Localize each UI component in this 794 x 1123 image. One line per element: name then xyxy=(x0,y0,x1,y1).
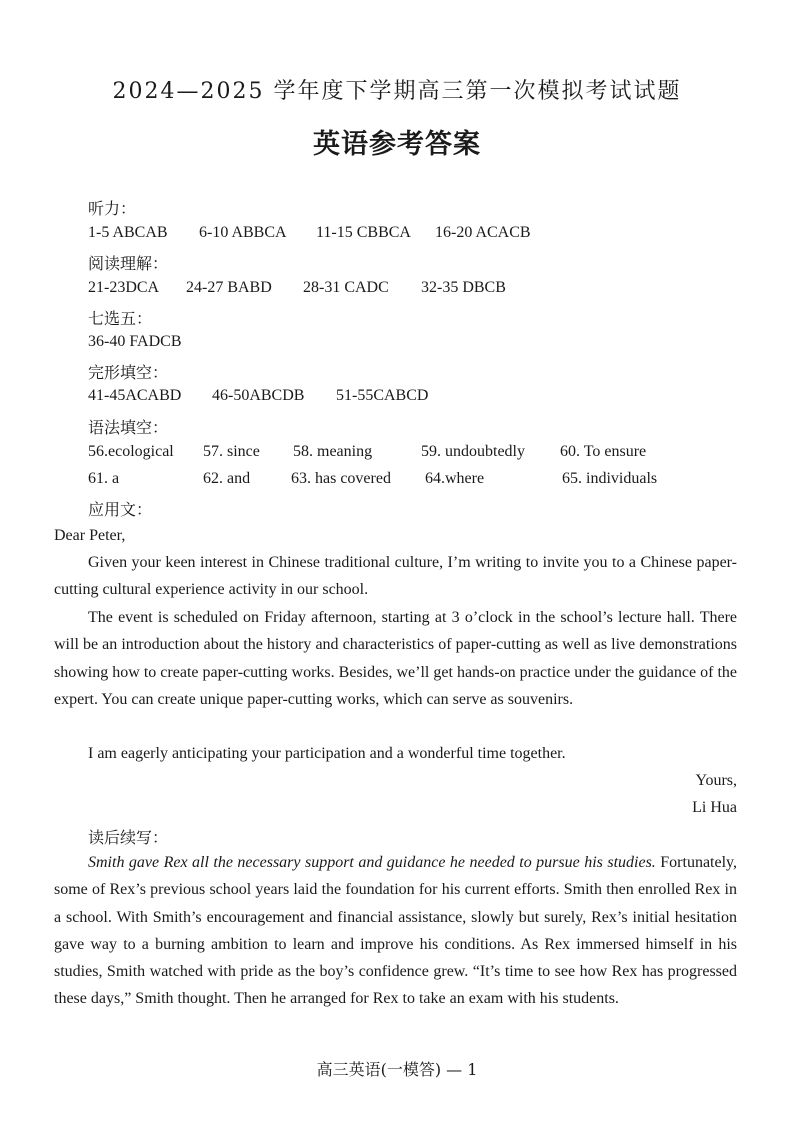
answer-item: 57. since xyxy=(203,443,260,460)
answer-item: 65. individuals xyxy=(562,470,658,487)
answer-item: 46-50ABCDB xyxy=(212,387,305,404)
answer-item: 1-5 ABCAB xyxy=(88,224,168,241)
answer-item: 51-55CABCD xyxy=(336,387,429,404)
answer-item: 32-35 DBCB xyxy=(421,279,506,296)
letter-paragraph: The event is scheduled on Friday afternoon, starting at 3 o’clock in the school’s lecture hall. There will be an introduction about the history and characteristics of paper-cutting as well as live demonstrations showing how to create paper-cutting works. Besides, we’ll get hands-on practice under the guidance of the expert. You can create unique paper-cutting works, which can serve as souvenirs. xyxy=(54,609,737,708)
answer-item: 64.where xyxy=(425,470,485,487)
letter-closing: Yours, xyxy=(695,772,737,789)
practical-writing-label: 应用文： xyxy=(88,500,153,519)
answer-item: 60. To ensure xyxy=(560,443,647,460)
listening-label: 听力： xyxy=(88,199,137,218)
answer-item: 59. undoubtedly xyxy=(421,443,525,460)
page-footer: 高三英语(一模答) — 1 xyxy=(316,1060,478,1079)
answer-item: 36-40 FADCB xyxy=(88,333,182,350)
continuation-body: Fortunately, some of Rex’s previous school years laid the foundation for his current efforts. Smith then enrolled Rex in a school. With Smith’s encouragement and financial assistance, slowly but surely, Rex’s initial hesitation gave way to a burning ambition to learn and improve his conditions. As Rex immersed himself in his studies, Smith watched with pride as the boy’s confidence grew. “It’s time to see how Rex has progressed these days,” Smith thought. Then he arranged for Rex to take an exam with his students. xyxy=(54,854,738,1008)
grammar-label: 语法填空： xyxy=(88,418,169,437)
answer-item: 11-15 CBBCA xyxy=(316,224,411,241)
answer-item: 61. a xyxy=(88,470,120,487)
letter-paragraph: I am eagerly anticipating your participation and a wonderful time together. xyxy=(88,745,566,762)
reading-label: 阅读理解： xyxy=(88,254,169,273)
answer-item: 62. and xyxy=(203,470,251,487)
answer-item: 28-31 CADC xyxy=(303,279,389,296)
page-subtitle: 英语参考答案 xyxy=(313,129,481,160)
continuation-text xyxy=(54,849,737,1013)
seven-five-label: 七选五： xyxy=(88,309,153,328)
answer-item: 6-10 ABBCA xyxy=(199,224,287,241)
letter-signature: Li Hua xyxy=(692,799,737,816)
answer-item: 24-27 BABD xyxy=(186,279,272,296)
opening-sentence: Smith gave Rex all the necessary support and guidance he needed to pursue his studies. xyxy=(88,854,656,871)
answer-item: 21-23DCA xyxy=(88,279,160,296)
answer-item: 58. meaning xyxy=(293,443,373,460)
answer-item: 63. has covered xyxy=(291,470,391,487)
page-title: 2024—2025 学年度下学期高三第一次模拟考试试题 xyxy=(112,79,682,104)
answer-item: 56.ecological xyxy=(88,443,174,460)
continuation-writing-label: 读后续写： xyxy=(88,828,169,847)
letter-paragraph: Given your keen interest in Chinese traditional culture, I’m writing to invite you to a Chinese paper-cutting cultural experience activity in our school. xyxy=(54,554,737,599)
letter-salutation: Dear Peter, xyxy=(54,527,126,544)
cloze-label: 完形填空： xyxy=(88,363,169,382)
answer-item: 16-20 ACACB xyxy=(435,224,531,241)
answer-item: 41-45ACABD xyxy=(88,387,182,404)
